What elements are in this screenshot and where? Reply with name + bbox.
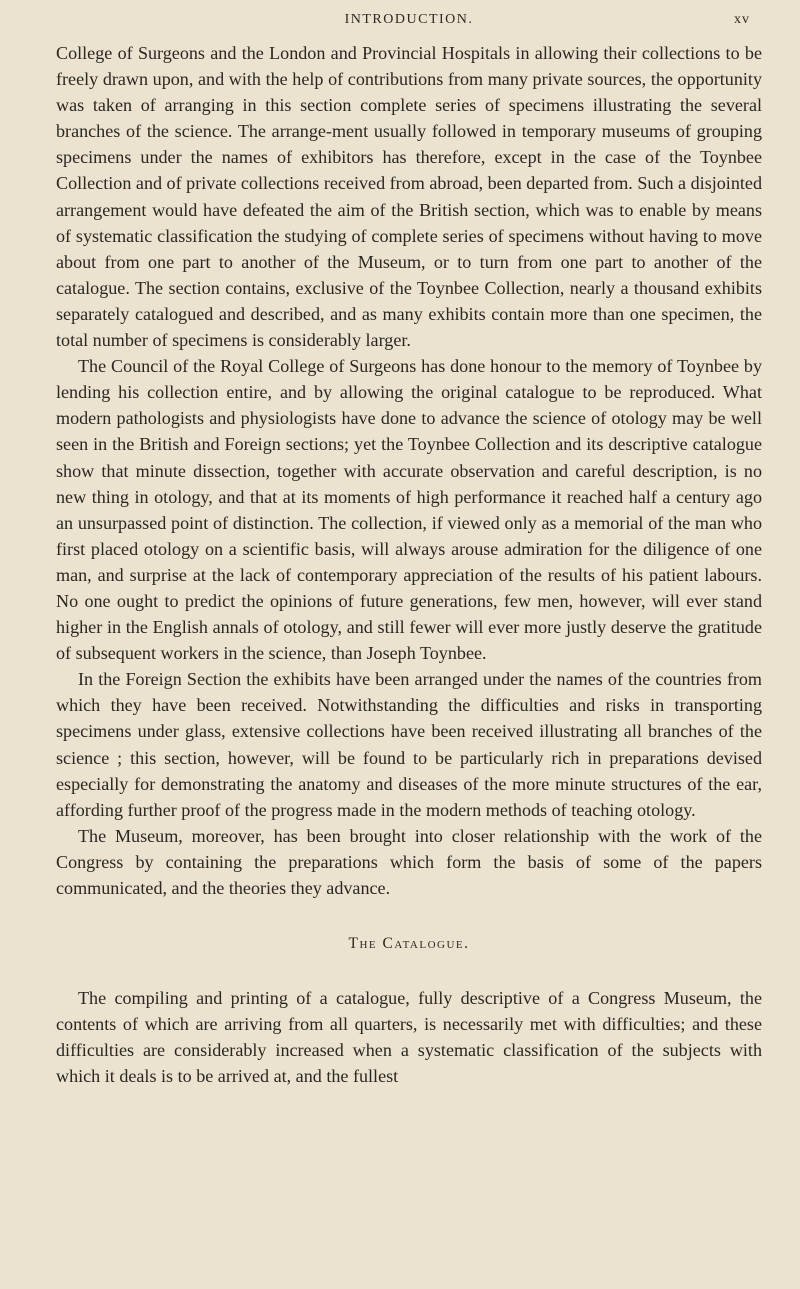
page-number: xv: [734, 12, 750, 27]
running-head: INTRODUCTION.: [344, 12, 474, 27]
paragraph: The Museum, moreover, has been brought into closer relationship with the work of the Congress by containing the preparations which form the basis of some of the papers communicated, and the theories they advance.: [56, 825, 762, 898]
paragraph: The Council of the Royal College of Surgeons has done honour to the memory of Toynbee by lending his collection entire, and by allowing the original catalogue to be reproduced. What modern pathologists and physiologists have done to advance the science of otology may be well seen in the British and Foreign sections; yet the Toynbee Collection and its descriptive catalogue show that minute dissection, together with accurate observation and careful description, is no new thing in otology, and that at its moments of high performance it reached half a century ago an unsurpassed point of distinction. The collection, if viewed only as a memorial of the man who first placed otology on a scientific basis, will always arouse admiration for the diligence of one man, and surprise at the lack of contemporary appreciation of the results of his patient labours. No one ought to predict the opinions of future generations, few men, however, will ever stand higher in the English annals of otology, and still fewer will ever more justly deserve the gratitude of subsequent workers in the science, than Joseph Toynbee.: [56, 356, 762, 664]
paragraph: In the Foreign Section the exhibits have been arranged under the names of the countries from which they have been received. Notwithstanding the difficulties and risks in transporting specimens under glass, extensive collections have been received illustrating all branches of the science ; this section, however, will be found to be particularly rich in preparations devised especially for demonstrating the anatomy and diseases of the more minute structures of the ear, affording further proof of the progress made in the modern methods of teaching otology.: [56, 669, 762, 820]
paragraph: College of Surgeons and the London and Provincial Hospitals in allowing their collections to be freely drawn upon, and with the help of contributions from many private sources, the opportunity was taken of arranging in this section complete series of specimens illustrating the several branches of the science. The arrange-ment usually followed in temporary museums of grouping specimens under the names of exhibitors has therefore, except in the case of the Toynbee Collection and of private collections received from abroad, been departed from. Such a disjointed arrangement would have defeated the aim of the British section, which was to enable by means of systematic classification the studying of complete series of specimens without having to move about from one part to another of the Museum, or to turn from one part to another of the catalogue. The section contains, exclusive of the Toynbee Collection, nearly a thousand exhibits separately catalogued and described, and as many exhibits contain more than one specimen, the total number of specimens is considerably larger.: [56, 43, 762, 351]
section-heading: The Catalogue.: [348, 935, 470, 953]
paragraph: The compiling and printing of a catalogue, fully descriptive of a Congress Museum, the contents of which are arriving from all quarters, is necessarily met with difficulties; and these difficulties are considerably increased when a systematic classification of the subjects with which it deals is to be arrived at, and the fullest: [56, 988, 762, 1087]
body-text: [56, 40, 762, 1090]
page-header: [56, 0, 762, 40]
